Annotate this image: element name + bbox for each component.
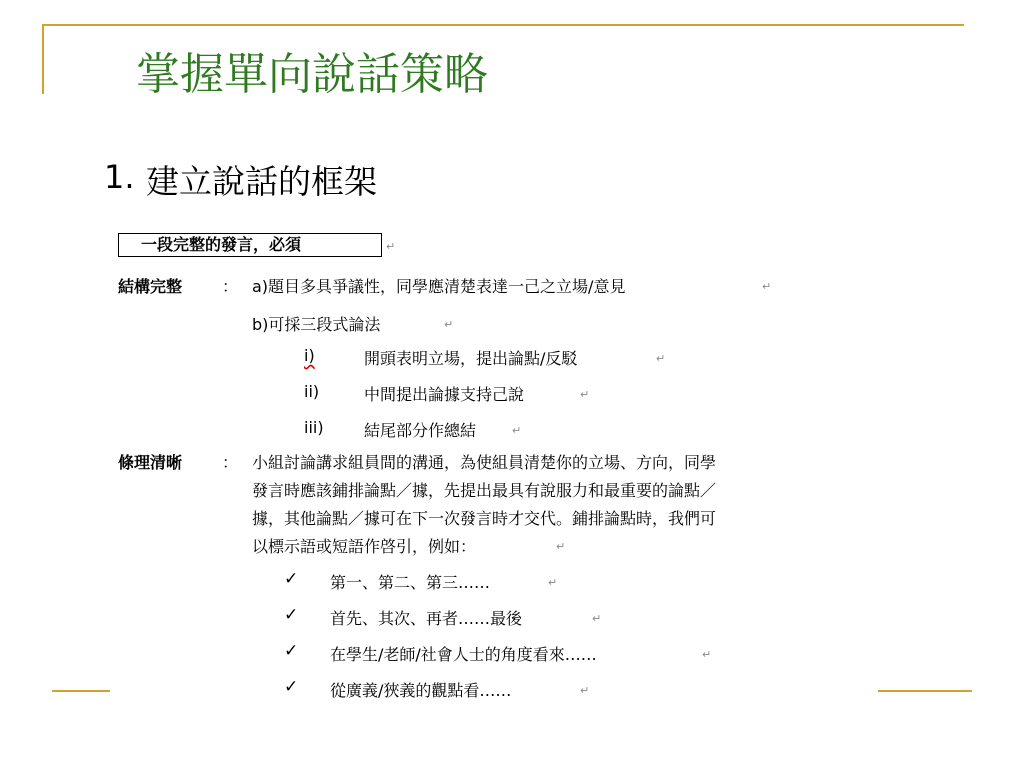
check-icon: ✓ xyxy=(284,641,299,661)
paragraph-mark: ↵ xyxy=(702,648,712,661)
example-item: 首先、其次、再者……最後 xyxy=(330,609,523,628)
paragraph-mark: ↵ xyxy=(386,240,396,253)
clarity-label: 條理清晰 xyxy=(118,453,183,472)
clarity-line: 據，其他論點／據可在下一次發言時才交代。鋪排論點時，我們可 xyxy=(252,509,717,528)
structure-label: 結構完整 xyxy=(118,277,183,296)
boxed-heading: 一段完整的發言，必須 xyxy=(118,233,382,257)
bottom-left-rule xyxy=(52,690,110,692)
paragraph-mark: ↵ xyxy=(580,388,590,401)
sub-item-number: iii) xyxy=(304,418,324,437)
check-icon: ✓ xyxy=(284,569,299,589)
frame-left-rule xyxy=(42,24,44,94)
sub-item-number: i) xyxy=(304,346,315,365)
check-icon: ✓ xyxy=(284,677,299,697)
clarity-line: 發言時應該鋪排論點／據，先提出最具有說服力和最重要的論點／ xyxy=(252,481,717,500)
paragraph-mark: ↵ xyxy=(656,352,666,365)
structure-line-a: a)題目多具爭議性，同學應清楚表達一己之立場/意見 xyxy=(252,277,626,296)
check-icon: ✓ xyxy=(284,605,299,625)
sub-item-text: 開頭表明立場，提出論點/反駁 xyxy=(364,349,578,368)
example-item: 在學生/老師/社會人士的角度看來…… xyxy=(330,645,597,664)
paragraph-mark: ↵ xyxy=(444,318,454,331)
paragraph-mark: ↵ xyxy=(512,424,522,437)
paragraph-mark: ↵ xyxy=(580,684,590,697)
paragraph-mark: ↵ xyxy=(556,540,566,553)
example-item: 從廣義/狹義的觀點看…… xyxy=(330,681,512,700)
subtitle-number: 1. xyxy=(104,158,135,196)
bottom-right-rule xyxy=(878,690,972,692)
sub-item-number: ii) xyxy=(304,382,320,401)
subtitle-text: 建立說話的框架 xyxy=(146,162,377,201)
sub-item-text: 中間提出論據支持己說 xyxy=(364,385,525,404)
example-item: 第一、第二、第三…… xyxy=(330,573,491,592)
clarity-colon: ： xyxy=(222,453,239,472)
sub-item-text: 結尾部分作總結 xyxy=(364,421,477,440)
structure-line-b: b)可採三段式論法 xyxy=(252,315,381,334)
paragraph-mark: ↵ xyxy=(548,576,558,589)
slide-title: 掌握單向說話策略 xyxy=(136,49,488,100)
frame-top-rule xyxy=(42,24,964,26)
clarity-line: 以標示語或短語作啓引，例如： xyxy=(252,537,477,556)
structure-colon: ： xyxy=(222,277,239,296)
paragraph-mark: ↵ xyxy=(592,612,602,625)
clarity-line: 小組討論講求組員間的溝通，為使組員清楚你的立場、方向，同學 xyxy=(252,453,717,472)
paragraph-mark: ↵ xyxy=(762,280,772,293)
